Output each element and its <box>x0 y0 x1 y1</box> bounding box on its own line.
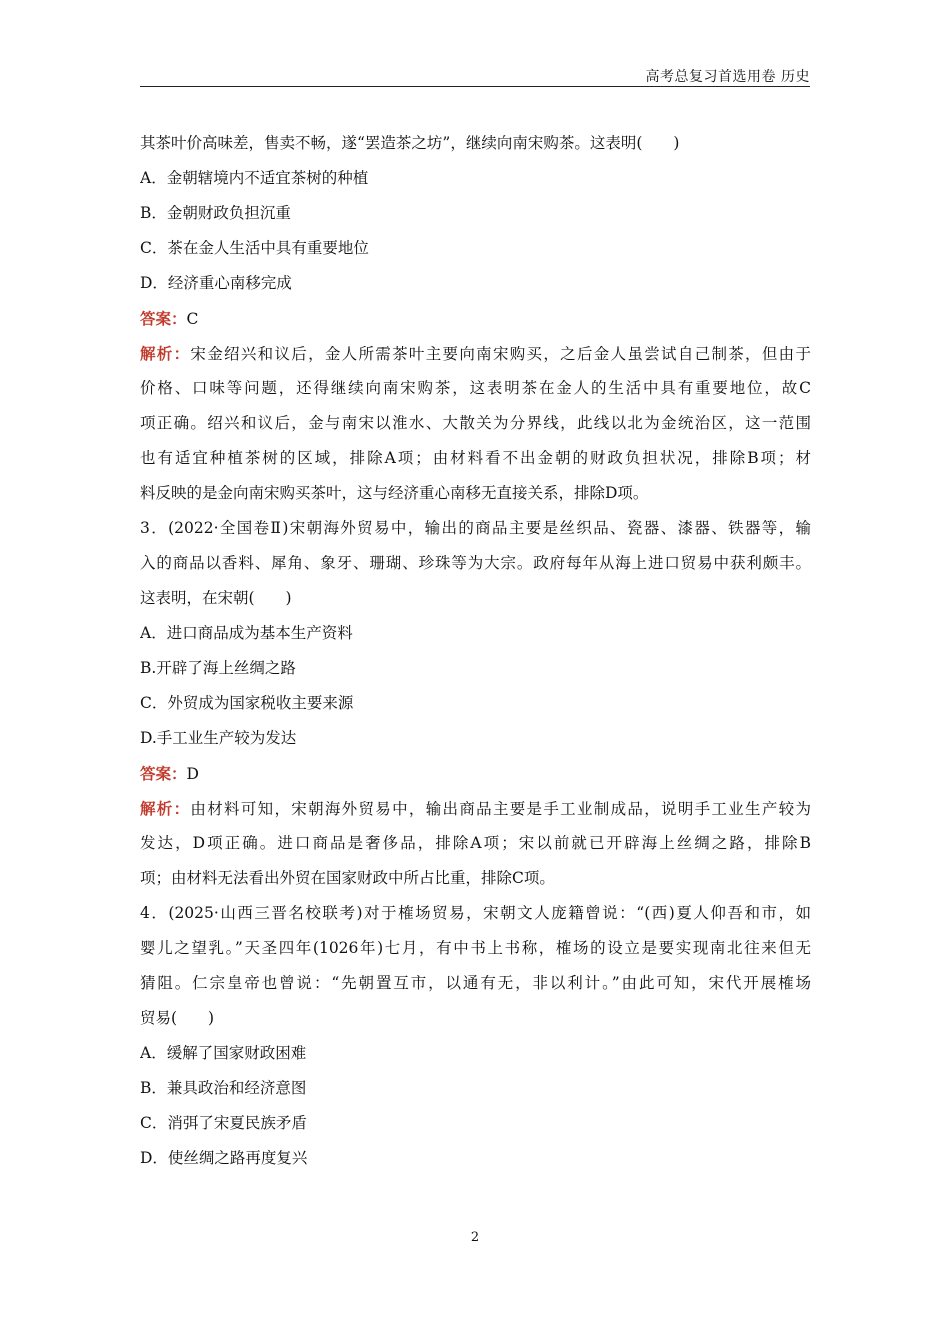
q2-analysis-line: 项正确。绍兴和议后，金与南宋以淮水、大散关为分界线，此线以北为金统治区，这一范围 <box>140 414 811 432</box>
answer-value: D <box>186 765 199 783</box>
q2-analysis-line <box>140 336 811 371</box>
page-number: 2 <box>470 1230 480 1245</box>
q2-answer <box>140 301 811 336</box>
analysis-text: 宋金绍兴和议后，金人所需茶叶主要向南宋购买，之后金人虽尝试自己制茶，但由于 <box>190 345 811 363</box>
page-header <box>140 66 810 87</box>
q2-stem-line: 其茶叶价高味差，售卖不畅，遂“罢造茶之坊”，继续向南宋购茶。这表明( ) <box>140 134 680 152</box>
q2-option-d: D．经济重心南移完成 <box>140 274 292 292</box>
analysis-text: 由材料可知，宋朝海外贸易中，输出商品主要是手工业制成品，说明手工业生产较为 <box>190 800 811 818</box>
analysis-label: 解析： <box>140 344 191 363</box>
q4-stem-line: 贸易( ) <box>140 1009 215 1027</box>
q2-option-c: C．茶在金人生活中具有重要地位 <box>140 239 369 257</box>
q3-stem-line: 这表明，在宋朝( ) <box>140 589 292 607</box>
q4-option-c: C．消弭了宋夏民族矛盾 <box>140 1114 307 1132</box>
q3-stem-line: 3．(2022·全国卷Ⅱ)宋朝海外贸易中，输出的商品主要是丝织品、瓷器、漆器、铁器等，输 <box>140 519 811 537</box>
q4-stem-line: 4．(2025·山西三晋名校联考)对于榷场贸易，宋朝文人庞籍曾说：“(西)夏人仰吾和市，如 <box>140 904 811 922</box>
q2-analysis-line: 价格、口味等问题，还得继续向南宋购茶，这表明茶在金人的生活中具有重要地位，故C <box>140 379 811 397</box>
q3-analysis-line: 发达，D项正确。进口商品是奢侈品，排除A项；宋以前就已开辟海上丝绸之路，排除B <box>140 834 811 852</box>
q3-analysis-line: 项；由材料无法看出外贸在国家财政中所占比重，排除C项。 <box>140 869 555 887</box>
q4-option-b: B．兼具政治和经济意图 <box>140 1079 307 1097</box>
page-content <box>140 126 811 1176</box>
q3-option-a: A．进口商品成为基本生产资料 <box>140 624 353 642</box>
q2-option-a: A．金朝辖境内不适宜茶树的种植 <box>140 169 369 187</box>
q3-stem-line: 入的商品以香料、犀角、象牙、珊瑚、珍珠等为大宗。政府每年从海上进口贸易中获利颇丰。 <box>140 554 811 572</box>
q3-option-d: D.手工业生产较为发达 <box>140 729 297 747</box>
q3-analysis-line <box>140 791 811 826</box>
q2-option-b: B．金朝财政负担沉重 <box>140 204 291 222</box>
q3-option-b: B.开辟了海上丝绸之路 <box>140 659 296 677</box>
q4-option-a: A．缓解了国家财政困难 <box>140 1044 307 1062</box>
q4-option-d: D．使丝绸之路再度复兴 <box>140 1149 308 1167</box>
q2-analysis-line: 料反映的是金向南宋购买茶叶，这与经济重心南移无直接关系，排除D项。 <box>140 484 649 502</box>
q3-option-c: C．外贸成为国家税收主要来源 <box>140 694 354 712</box>
q2-analysis-line: 也有适宜种植茶树的区域，排除A项；由材料看不出金朝的财政负担状况，排除B项；材 <box>140 449 811 467</box>
answer-label: 答案： <box>140 764 187 783</box>
answer-value: C <box>186 310 199 328</box>
header-title: 高考总复习首选用卷 历史 <box>645 69 810 85</box>
analysis-label: 解析： <box>140 799 191 818</box>
q4-stem-line: 猜阻。仁宗皇帝也曾说：“先朝置互市，以通有无，非以利计。”由此可知，宋代开展榷场 <box>140 974 811 992</box>
q3-answer <box>140 756 811 791</box>
answer-label: 答案： <box>140 309 187 328</box>
q4-stem-line: 婴儿之望乳。”天圣四年(1026年)七月，有中书上书称，榷场的设立是要实现南北往来但无 <box>140 939 811 957</box>
